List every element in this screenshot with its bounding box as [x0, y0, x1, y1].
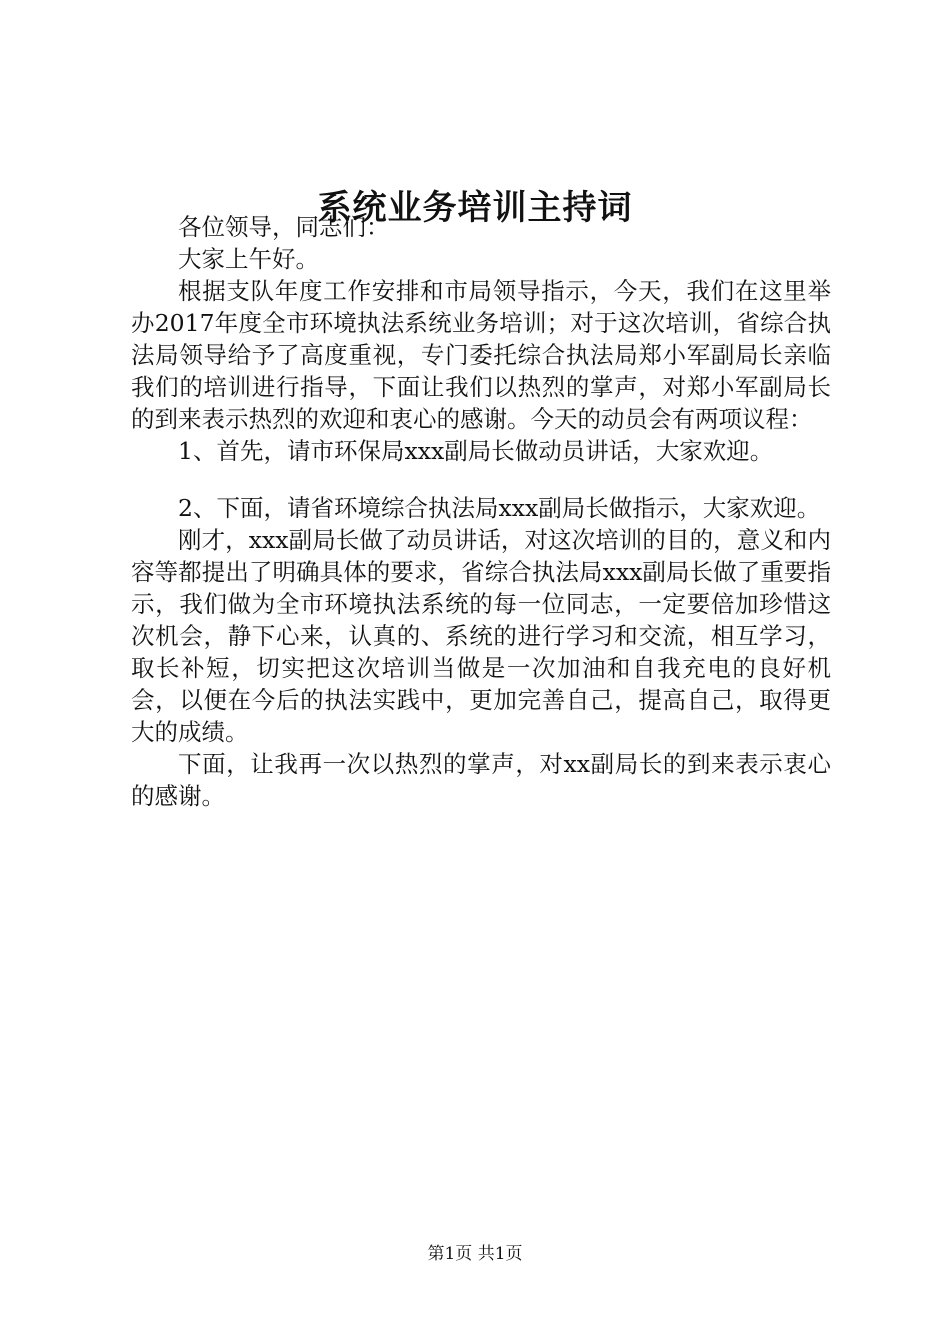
- paragraph-greeting: 各位领导，同志们：: [178, 213, 390, 241]
- paragraph-agenda-item-2: 2、下面，请省环境综合执法局xxx副局长做指示，大家欢迎。: [178, 494, 821, 522]
- paragraph-introduction: 根据支队年度工作安排和市局领导指示，今天，我们在这里举办2017年度全市环境执法系统业务培训；对于这次培训，省综合执法局领导给予了高度重视，专门委托综合执法局郑小军副局长亲临我们的培训进行指导，下面让我们以热烈的掌声，对郑小军副局长的到来表示热烈的欢迎和衷心的感谢。今天的动员会有两项议程：: [131, 277, 831, 433]
- paragraph-good-morning: 大家上午好。: [178, 245, 319, 273]
- paragraph-closing: 下面，让我再一次以热烈的掌声，对xx副局长的到来表示衷心的感谢。: [131, 750, 831, 810]
- paragraph-agenda-item-1: 1、首先，请市环保局xxx副局长做动员讲话，大家欢迎。: [178, 437, 774, 465]
- document-body: [131, 211, 831, 812]
- document-title: 系统业务培训主持词: [317, 188, 633, 228]
- paragraph-summary: 刚才，xxx副局长做了动员讲话，对这次培训的目的，意义和内容等都提出了明确具体的要求，省综合执法局xxx副局长做了重要指示，我们做为全市环境执法系统的每一位同志，一定要倍加珍惜这次机会，静下心来，认真的、系统的进行学习和交流，相互学习，取长补短，切实把这次培训当做是一次加油和自我充电的良好机会，以便在今后的执法实践中，更加完善自己，提高自己，取得更大的成绩。: [131, 526, 831, 746]
- page-footer: 第1页 共1页: [427, 1244, 523, 1264]
